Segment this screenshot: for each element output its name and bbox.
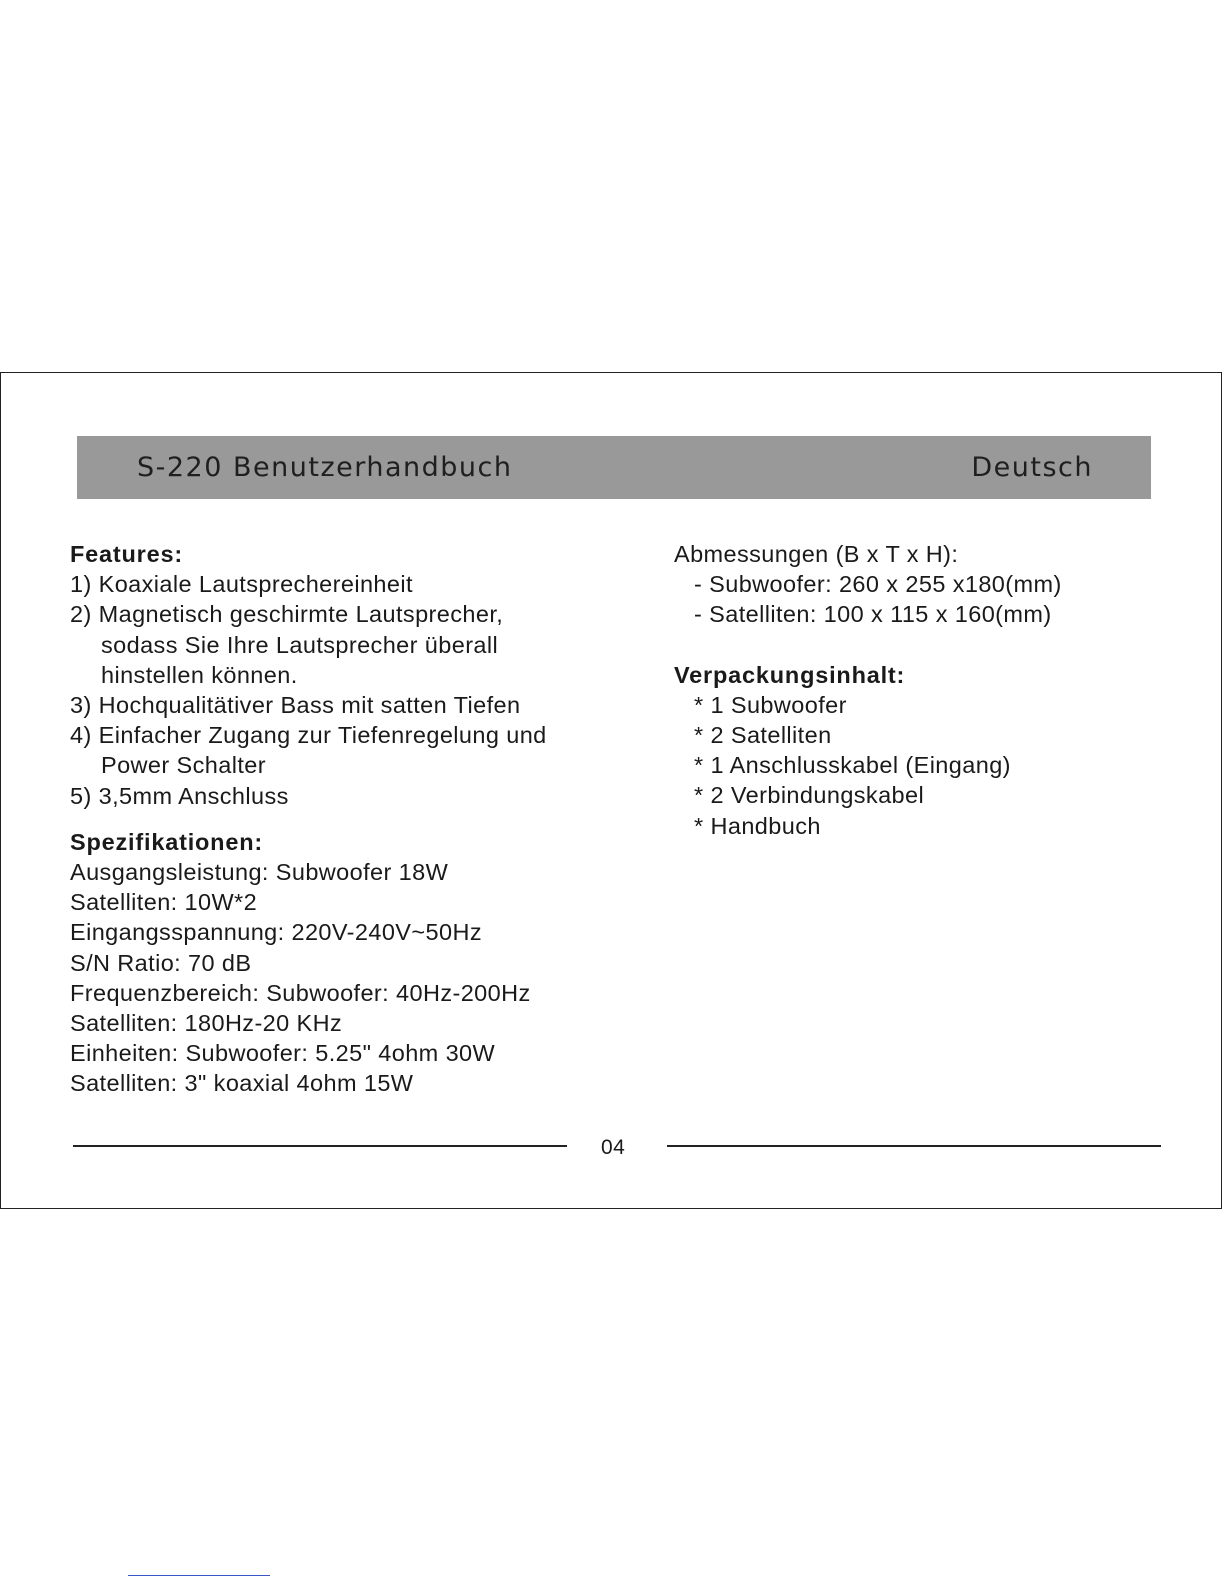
footer-rule-right: [667, 1145, 1161, 1147]
feature-item-continuation: hinstellen können.: [101, 661, 298, 688]
dimension-line: - Satelliten: 100 x 115 x 160(mm): [694, 601, 1052, 628]
feature-item-continuation: Power Schalter: [101, 752, 266, 779]
feature-item: 3) Hochqualitätiver Bass mit satten Tiefen: [70, 692, 521, 719]
feature-item: 2) Magnetisch geschirmte Lautsprecher,: [70, 601, 504, 628]
spec-line: Satelliten: 3" koaxial 4ohm 15W: [70, 1070, 414, 1097]
feature-item: 4) Einfacher Zugang zur Tiefenregelung und: [70, 722, 547, 749]
dimension-line: - Subwoofer: 260 x 255 x180(mm): [694, 571, 1062, 598]
package-heading: Verpackungsinhalt:: [674, 661, 906, 688]
specs-heading: Spezifikationen:: [70, 828, 263, 855]
feature-item-continuation: sodass Sie Ihre Lautsprecher überall: [101, 631, 499, 658]
spec-line: Satelliten: 10W*2: [70, 889, 258, 916]
language-label: Deutsch: [971, 452, 1093, 483]
package-item: * 1 Subwoofer: [694, 691, 847, 718]
dimensions-heading: Abmessungen (B x T x H):: [674, 541, 959, 567]
features-heading: Features:: [70, 541, 183, 567]
header-bar: [77, 436, 1151, 499]
package-item: * 2 Verbindungskabel: [694, 782, 925, 809]
spec-line: Ausgangsleistung: Subwoofer 18W: [70, 859, 449, 886]
manual-title: S-220 Benutzerhandbuch: [137, 452, 513, 483]
bottom-link-underline[interactable]: [128, 1575, 270, 1576]
feature-item: 1) Koaxiale Lautsprechereinheit: [70, 571, 413, 598]
package-item: * 1 Anschlusskabel (Eingang): [694, 752, 1011, 779]
right-column: [674, 539, 1174, 841]
spec-line: Satelliten: 180Hz-20 KHz: [70, 1010, 343, 1037]
spec-line: Frequenzbereich: Subwoofer: 40Hz-200Hz: [70, 979, 531, 1006]
footer-rule-left: [73, 1145, 567, 1147]
package-item: * 2 Satelliten: [694, 722, 832, 749]
page-number: 04: [601, 1136, 626, 1159]
spec-line: S/N Ratio: 70 dB: [70, 949, 252, 976]
package-item: * Handbuch: [694, 812, 821, 839]
spec-line: Eingangsspannung: 220V-240V~50Hz: [70, 919, 482, 946]
feature-item: 5) 3,5mm Anschluss: [70, 782, 289, 809]
spec-line: Einheiten: Subwoofer: 5.25" 4ohm 30W: [70, 1040, 496, 1067]
left-column: [70, 539, 640, 1099]
